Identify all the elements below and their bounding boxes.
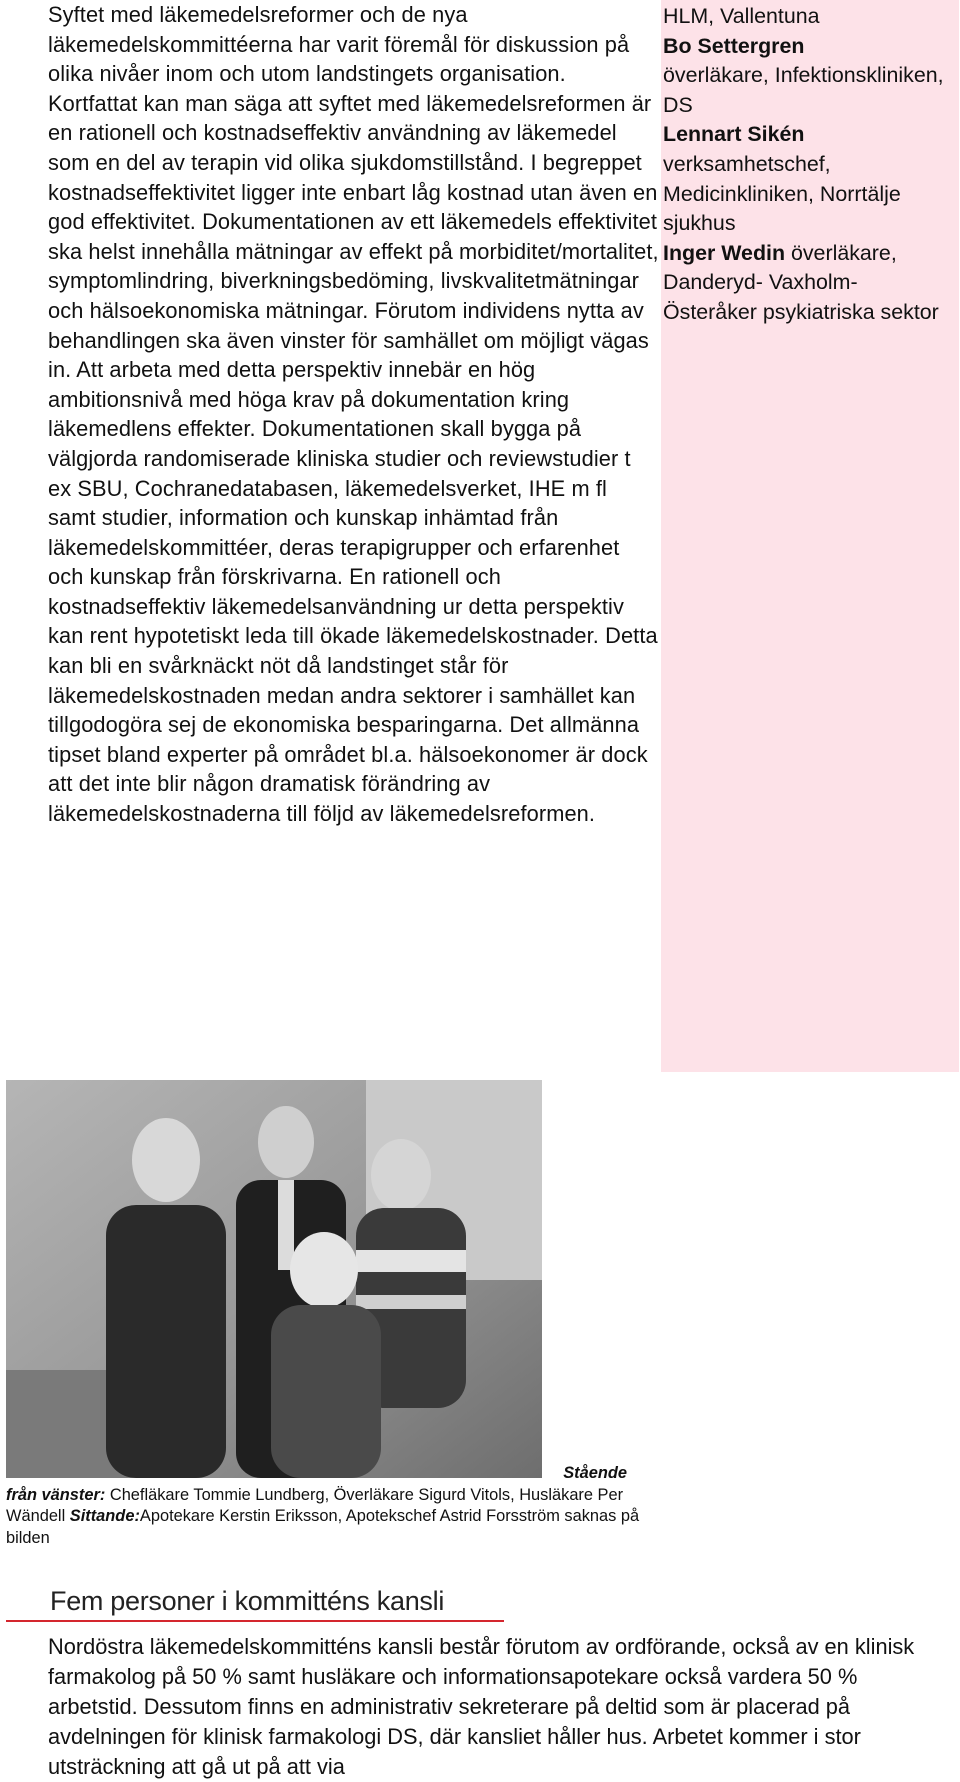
caption-lead: Stående	[563, 1464, 627, 1482]
section-header	[6, 1584, 504, 1622]
caption-label-standing: från vänster:	[6, 1485, 106, 1504]
member-role: överläkare, Infektionskliniken, DS	[663, 63, 944, 117]
article-body	[48, 0, 660, 829]
caption-label-seated: Sittande:	[69, 1507, 140, 1525]
group-photo	[6, 1080, 542, 1478]
caption-text-standing: Chefläkare Tommie Lundberg, Överläkare Sigurd Vitols, Husläkare Per Wändell	[6, 1485, 624, 1525]
section-body	[48, 1632, 948, 1782]
caption-text-seated: Apotekare Kerstin Eriksson, Apotekschef Astrid Forsström saknas på bilden	[6, 1507, 640, 1547]
committee-members-sidebar	[661, 0, 959, 1072]
member-entry	[663, 120, 957, 238]
sidebar-lead: HLM, Vallentuna	[663, 4, 820, 28]
heading-underline	[6, 1620, 504, 1622]
photo-caption	[6, 1463, 666, 1549]
member-role: Danderyd- Vaxholm- Österåker psykiatriska sektor	[663, 270, 939, 324]
article-paragraph: Syftet med läkemedelsreformer och de nya läkemedelskommittéerna har varit föremål för diskussion på olika nivåer inom och utom landstingets organisation. Kortfattat kan man säga att syftet med läkemedelsreformen är en rationell och kostnadseffektiv användning av läkemedel som en del av terapin vid olika sjukdomstillstånd. I begreppet kostnadseffektivitet ligger inte enbart låg kostnad utan även en god effektivitet. Dokumentationen av ett läkemedels effektivitet ska helst innehålla mätningar av effekt på morbiditet/mortalitet, symptomlindring, biverkningsbedöming, livskvalitetmätningar och hälsoekonomiska mätningar. Förutom individens nytta av behandlingen ska även vinster för samhället om möjligt vägas in. Att arbeta med detta perspektiv innebär en hög ambitionsnivå med höga krav på dokumentation kring läkemedlens effekter. Dokumentationen skall bygga på välgjorda randomiserade kliniska studier och reviewstudier t ex SBU, Cochranedatabasen, läkemedelsverket, IHE m fl samt studier, information och kunskap inhämtad från läkemedelskommittéer, deras terapigrupper och erfarenhet och kunskap från förskrivarna. En rationell och kostnadseffektiv läkemedelsanvändning ur detta perspektiv kan rent hypotetiskt leda till ökade läkemedelskostnader. Detta kan bli en svårknäckt nöt då landstinget står för läkemedelskostnaden medan andra sektorer i samhället kan tillgodogöra sej de ekonomiska besparingarna. Det allmänna tipset bland experter på området bl.a. hälsoekonomer är dock att det inte blir någon dramatisk förändring av läkemedelskostnaderna till följd av läkemedelsreformen.	[48, 2, 659, 827]
member-role: verksamhetschef, Medicinkliniken, Norrtälje sjukhus	[663, 151, 901, 236]
section-heading: Fem personer i kommitténs kansli	[50, 1586, 445, 1616]
member-name: Inger Wedin	[663, 240, 786, 265]
member-entry	[663, 32, 957, 121]
member-name: Lennart Sikén	[663, 122, 805, 147]
section-paragraph: Nordöstra läkemedelskommitténs kansli består förutom av ordförande, också av en klinisk farmakolog på 50 % samt husläkare och informationsapotekare också vardera 50 % arbetstid. Dessutom finns en administrativ sekreterare på deltid som är placerad på avdelningen för klinisk farmakologi DS, där kansliet håller hus. Arbetet kommer i stor utsträckning att gå ut på att via	[48, 1634, 915, 1779]
group-photo-drawing	[6, 1080, 542, 1478]
member-name: Bo Settergren	[663, 33, 805, 58]
member-entry	[663, 239, 957, 328]
member-role-inline: överläkare,	[785, 240, 897, 265]
